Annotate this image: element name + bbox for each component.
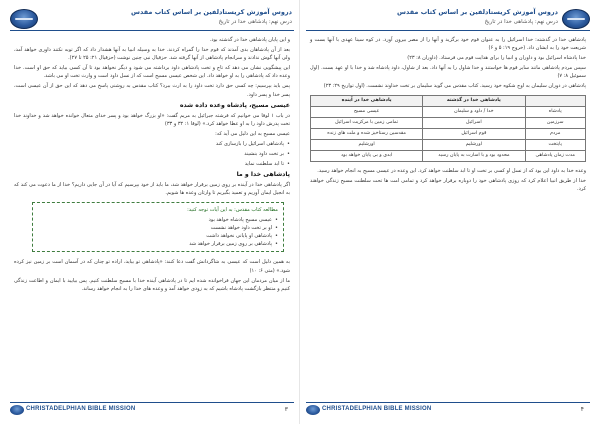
paragraph: و این پایان پادشاهی خدا در گذشته بود. xyxy=(209,37,290,43)
globe-logo-icon xyxy=(10,405,24,415)
table-cell: محدود بود و با اسارت به پایان رسید xyxy=(423,150,525,161)
footer-brand: CHRISTADELPHIAN BIBLE MISSION xyxy=(322,406,432,412)
page-footer xyxy=(306,402,590,416)
table-header-row xyxy=(311,95,586,106)
table-cell: اسرائیل xyxy=(423,117,525,128)
paragraph: پس باید بپرسیم: چه کسی حق دارد تخت داود را به ارث ببرد؟ کتاب مقدس به روشنی پاسخ می دهد که این حق از آن عیسی است، پسر خدا و پسر داود. xyxy=(14,83,290,98)
callout-item: • او بر تخت داود خواهد نشست xyxy=(38,224,278,232)
table-row xyxy=(311,128,586,139)
study-callout-box xyxy=(32,202,284,252)
page-header xyxy=(10,8,294,32)
footer-brand: CHRISTADELPHIAN BIBLE MISSION xyxy=(26,406,136,412)
right-page xyxy=(306,4,590,420)
table-cell: اورشلیم xyxy=(311,139,423,150)
paragraph: در باب ۱ لوقا می خوانیم که فرشته جبرائیل به مریم گفت: «او بزرگ خواهد بود و پسر خدای متعال خوانده خواهد شد و خداوند خدا تخت پدرش داود را به او عطا خواهد کرد.» (لوقا ۱: ۳۲ و ۳۳) xyxy=(14,112,290,127)
header-title: دروس آموزش کریستادلفین بر اساس کتاب مقدس xyxy=(397,8,558,16)
header-rule xyxy=(306,30,590,31)
page-number: ۴ xyxy=(580,406,584,413)
paragraph: این پیشگویی نشان می دهد که تاج و تخت پادشاهی داود برداشته می شود و دیگر نخواهد بود تا آن کسی بیاید که حق او است. خدا وعده داد که پادشاهی را به او خواهد داد. این شخص عیسی مسیح است که از نسل داود است و وارث تخت او می باشد. xyxy=(14,65,290,80)
callout-item: • عیسی مسیح پادشاه خواهد بود xyxy=(38,216,278,224)
header-rule xyxy=(10,30,294,31)
table-header-cell: پادشاهی خدا در گذشته xyxy=(423,95,525,106)
header-title: دروس آموزش کریستادلفین بر اساس کتاب مقدس xyxy=(131,8,292,16)
table-header-cell xyxy=(525,95,586,106)
bullet-item: • پادشاهی اسرائیل را بازسازی کند xyxy=(14,140,290,148)
footer-rule xyxy=(10,402,294,403)
paragraph: پادشاهی خدا در گذشته: خدا اسرائیل را به عنوان قوم خود برگزید و آنها را از مصر بیرون آورد. در کوه سینا عهدی با آنها بست و شریعت خود را به ایشان داد. (خروج ۱۹: ۵ و ۶) xyxy=(310,37,586,52)
table-row xyxy=(311,106,586,117)
paragraph: خدا از طریق انبیا اعلام کرد که روزی پادشاهی خود را دوباره برقرار خواهد کرد و تمامی امت ها تحت سلطنت مسیح زندگی خواهند کرد. xyxy=(310,177,586,192)
paragraph: سپس مردم پادشاهی مانند سایر قوم ها خواستند و خدا شاول را به آنها داد. بعد از شاول، داود پادشاه شد و خدا با او عهد بست. (اول سموئیل ۸: ۷) xyxy=(310,65,586,80)
page-number: ۳ xyxy=(284,406,288,413)
kingdom-comparison-table xyxy=(310,95,586,162)
footer-rule xyxy=(306,402,590,403)
table-cell: ابدی و بی پایان خواهد بود xyxy=(311,150,423,161)
table-row-label: مدت زمان پادشاهی xyxy=(525,150,586,161)
header-subtitle: درس نهم: پادشاهی خدا در تاریخ xyxy=(484,19,558,25)
table-cell: عیسی مسیح xyxy=(311,106,423,117)
table-row xyxy=(311,139,586,150)
header-subtitle: درس نهم: پادشاهی خدا در تاریخ xyxy=(218,19,292,25)
globe-logo-icon xyxy=(10,9,38,29)
callout-item: • پادشاهی او پایانی نخواهد داشت xyxy=(38,232,278,240)
table-row-label: مردم xyxy=(525,128,586,139)
page-header xyxy=(306,8,590,32)
globe-logo-icon xyxy=(562,9,590,29)
callout-heading: مطالعه کتاب مقدس: به این آیات توجه کنید: xyxy=(187,207,278,214)
globe-logo-icon xyxy=(306,405,320,415)
callout-item: • پادشاهی بر روی زمین برقرار خواهد شد xyxy=(38,240,278,248)
page-body xyxy=(310,36,586,396)
table-row-label: سرزمین xyxy=(525,117,586,128)
paragraph: ما از میان مردمان این جهان فراخوانده شده ایم تا در پادشاهی آینده خدا با مسیح سلطنت کنیم. پس بیایید با ایمان و اطاعت زندگی کنیم و منتظر بازگشت پادشاه باشیم که به زودی خواهد آمد و وعده های خدا را به انجام خواهد رساند. xyxy=(14,277,290,292)
paragraph: به همین دلیل است که عیسی به شاگردانش گفت دعا کنند: «پادشاهی تو بیاید، اراده تو چنان که در آسمان است بر زمین نیز کرده شود.» (متی ۶: ۱۰) xyxy=(14,259,290,274)
table-cell: قوم اسرائیل xyxy=(423,128,525,139)
section-heading: پادشاهی خدا و ما xyxy=(236,171,290,179)
page-gutter xyxy=(299,0,300,424)
bullet-item: • بر تخت داود بنشیند xyxy=(14,150,290,158)
page-footer xyxy=(10,402,294,416)
table-row xyxy=(311,117,586,128)
bullet-item: • تا ابد سلطنت نماید xyxy=(14,160,290,168)
table-row xyxy=(311,150,586,161)
paragraph: پادشاهی در دوران سلیمان به اوج شکوه خود رسید. کتاب مقدس می گوید سلیمان بر تخت خداوند نشست. (اول تواریخ ۲۹: ۲۳) xyxy=(323,83,586,90)
table-cell: خدا / داود و سلیمان xyxy=(423,106,525,117)
paragraph: وعده خدا به داود این بود که از نسل او کسی بر تخت او تا ابد سلطنت خواهد کرد. این وعده در عیسی مسیح به انجام خواهد رسید. xyxy=(317,167,586,174)
table-row-label: پادشاه xyxy=(525,106,586,117)
paragraph: اگر پادشاهی خدا در آینده بر روی زمین برقرار خواهد شد، ما باید از خود بپرسیم که آیا در آن جایی داریم؟ خدا از ما دعوت می کند که به انجیل ایمان آوریم و تعمید بگیریم تا وارثان وعده ها شویم. xyxy=(14,182,290,197)
table-cell: اورشلیم xyxy=(423,139,525,150)
table-cell: مقدسین رستاخیز شده و ملت های زنده xyxy=(311,128,423,139)
paragraph: بعد از آن پادشاهان بدی آمدند که قوم خدا را گمراه کردند. خدا به وسیله انبیا به آنها هشدار داد که اگر توبه نکنند داوری خواهد آمد، ولی آنها گوش ندادند و سرانجام پادشاهی از آنها گرفته شد. حزقیال نبی چنین نوشت (حزقیال ۲۱: ۲۵ تا ۲۷). xyxy=(14,47,290,62)
table-row-label: پایتخت xyxy=(525,139,586,150)
page-body xyxy=(14,36,290,396)
section-heading: عیسی مسیح، پادشاه وعده داده شده xyxy=(179,101,290,109)
paragraph: عیسی مسیح به این دلیل می آید که: xyxy=(215,130,290,137)
table-cell: تمامی زمین با مرکزیت اسرائیل xyxy=(311,117,423,128)
left-page xyxy=(10,4,294,420)
paragraph: خدا پادشاه اسرائیل بود و داوران و انبیا را برای هدایت قوم می فرستاد. (داوران ۸: ۲۳) xyxy=(407,55,586,62)
table-header-cell: پادشاهی خدا در آینده xyxy=(311,95,423,106)
